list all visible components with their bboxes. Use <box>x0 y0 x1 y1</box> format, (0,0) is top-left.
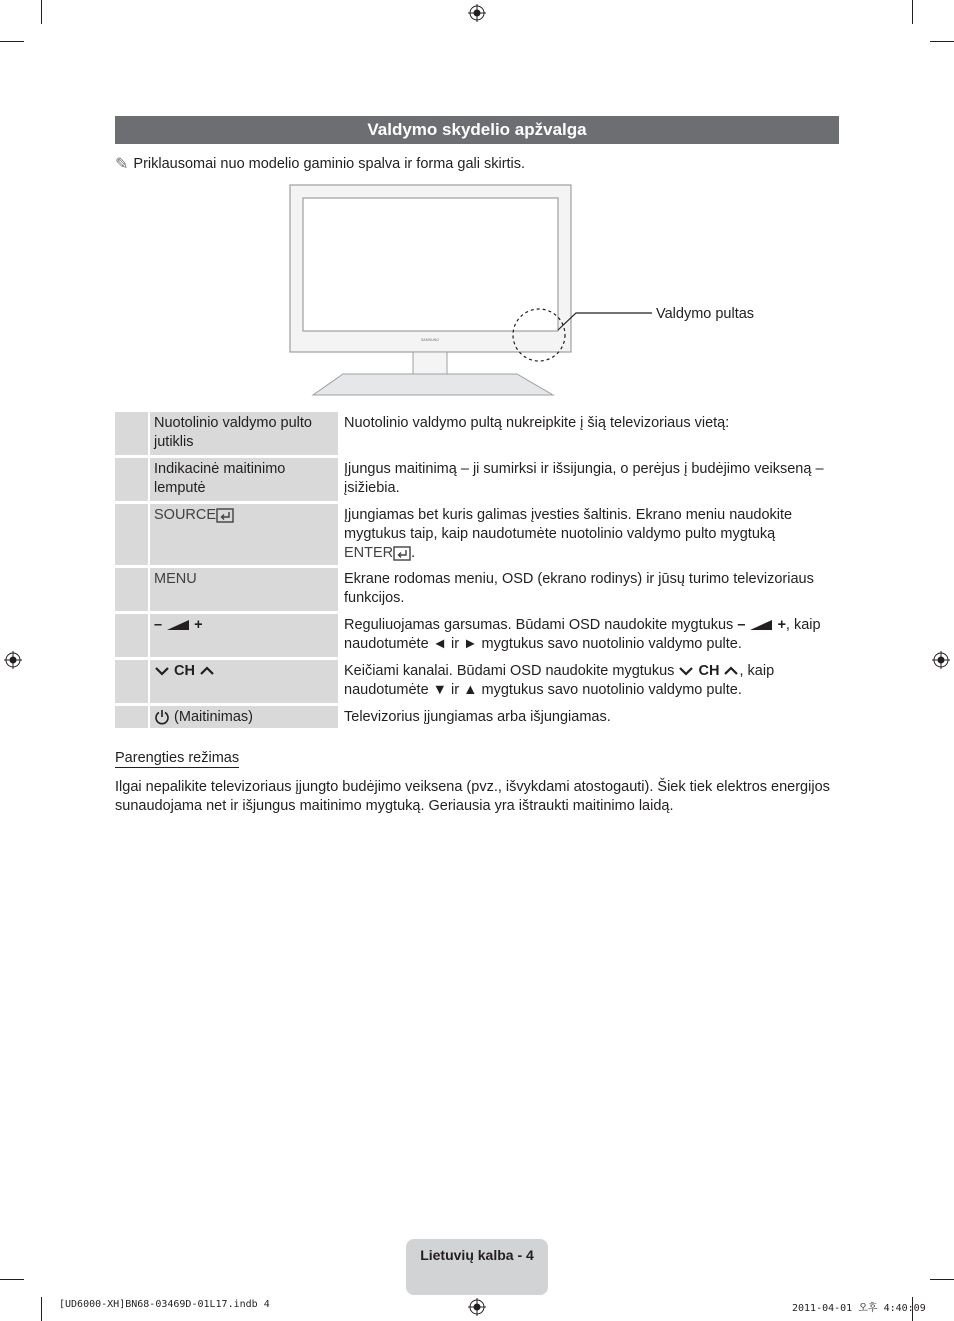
registration-mark-icon <box>468 1298 486 1316</box>
channel-desc-tail: , kaip naudotumėte ▼ ir ▲ mygtukus savo nuotolinio valdymo pulte. <box>344 663 775 698</box>
source-label: SOURCE <box>154 507 217 523</box>
volume-icon <box>166 619 190 631</box>
control-name: MENU <box>150 568 338 611</box>
control-name <box>150 706 338 728</box>
registration-mark-icon <box>932 651 950 669</box>
control-description <box>338 504 839 565</box>
row-icon-cell <box>115 614 148 657</box>
enter-period: . <box>411 545 416 561</box>
crop-mark <box>0 1279 24 1280</box>
chevron-down-icon <box>678 665 694 677</box>
pencil-note-icon: ✎ <box>115 156 129 173</box>
row-icon-cell <box>115 504 148 565</box>
channel-desc-text: Keičiami kanalai. Būdami OSD naudokite mygtukus <box>344 663 675 679</box>
section-title: Valdymo skydelio apžvalga <box>115 116 839 144</box>
control-name: Indikacinė maitinimo lemputė <box>150 458 338 501</box>
table-row <box>115 504 839 565</box>
crop-mark <box>0 41 24 42</box>
crop-mark <box>930 41 954 42</box>
enter-source-icon <box>216 508 234 523</box>
control-description <box>338 660 839 703</box>
table-row <box>115 706 839 728</box>
table-row <box>115 660 839 703</box>
standby-text: Ilgai nepalikite televizoriaus įjungto budėjimo veiksena (pvz., išvykdami atostogauti). Šiek tiek elektros energijos sunaudojama net ir išjungus maitinimo mygtuką. Geriausia yra ištraukti maitinimo laidą. <box>115 779 830 814</box>
control-name <box>150 660 338 703</box>
row-icon-cell <box>115 458 148 501</box>
crop-mark <box>41 1297 42 1321</box>
row-icon-cell <box>115 412 148 455</box>
tv-neck <box>413 352 447 374</box>
enter-icon <box>393 546 411 561</box>
control-name <box>150 614 338 657</box>
registration-mark-icon <box>468 4 486 22</box>
volume-desc-tail: , kaip naudotumėte ◄ ir ► mygtukus savo nuotolinio valdymo pulte. <box>344 617 821 652</box>
volume-minus: – <box>154 617 163 633</box>
channel-label: CH <box>174 663 195 679</box>
source-desc-text: Įjungiamas bet kuris galimas įvesties šaltinis. Ekrano meniu naudokite mygtukus taip, kaip naudotumėte nuotolinio valdymo pulto mygtuką <box>344 507 793 542</box>
enter-label: ENTER <box>344 545 394 561</box>
tv-brand-logo: SAMSUNG <box>420 338 440 342</box>
page-number-label: Lietuvių kalba - 4 <box>420 1247 534 1263</box>
standby-heading: Parengties režimas <box>115 750 240 766</box>
control-name: Nuotolinio valdymo pulto jutiklis <box>150 412 338 455</box>
volume-plus: + <box>777 617 786 633</box>
volume-plus: + <box>194 617 203 633</box>
control-panel-callout: Valdymo pultas <box>656 306 755 322</box>
channel-label: CH <box>698 663 720 679</box>
chevron-up-icon <box>723 665 739 677</box>
row-icon-cell <box>115 660 148 703</box>
crop-mark <box>930 1279 954 1280</box>
tv-stand <box>313 374 553 395</box>
row-icon-cell <box>115 568 148 611</box>
chevron-up-icon <box>199 665 215 677</box>
controls-table <box>115 412 839 731</box>
control-description: Ekrane rodomas meniu, OSD (ekrano rodinys) ir jūsų turimo televizoriaus funkcijos. <box>344 571 814 606</box>
chevron-down-icon <box>154 665 170 677</box>
registration-mark-icon <box>4 651 22 669</box>
power-label: (Maitinimas) <box>174 709 253 725</box>
callout-leader <box>556 310 656 332</box>
model-note-text: Priklausomai nuo modelio gaminio spalva ir forma gali skirtis. <box>133 156 526 172</box>
power-icon <box>154 709 170 725</box>
control-description: Įjungus maitinimą – ji sumirksi ir išsijungia, o perėjus į budėjimo veikseną – įsižiebia. <box>344 461 824 496</box>
volume-icon <box>749 619 773 631</box>
row-icon-cell <box>115 706 148 728</box>
table-row <box>115 458 839 501</box>
file-slug: [UD6000-XH]BN68-03469D-01L17.indb 4 <box>59 1299 270 1310</box>
control-name <box>150 504 338 565</box>
table-row <box>115 614 839 657</box>
date-slug: 2011-04-01 오후 4:40:09 <box>792 1303 926 1314</box>
control-description <box>338 614 839 657</box>
table-row <box>115 568 839 611</box>
tv-screen <box>303 198 558 331</box>
control-description: Nuotolinio valdymo pultą nukreipkite į šią televizoriaus vietą: <box>344 415 730 431</box>
volume-desc-text: Reguliuojamas garsumas. Būdami OSD naudokite mygtukus <box>344 617 734 633</box>
crop-mark <box>912 0 913 24</box>
control-description: Televizorius įjungiamas arba išjungiamas. <box>344 709 611 725</box>
volume-minus: – <box>737 617 746 633</box>
model-note <box>115 154 525 174</box>
crop-mark <box>41 0 42 24</box>
table-row <box>115 412 839 455</box>
tv-illustration <box>285 182 585 398</box>
